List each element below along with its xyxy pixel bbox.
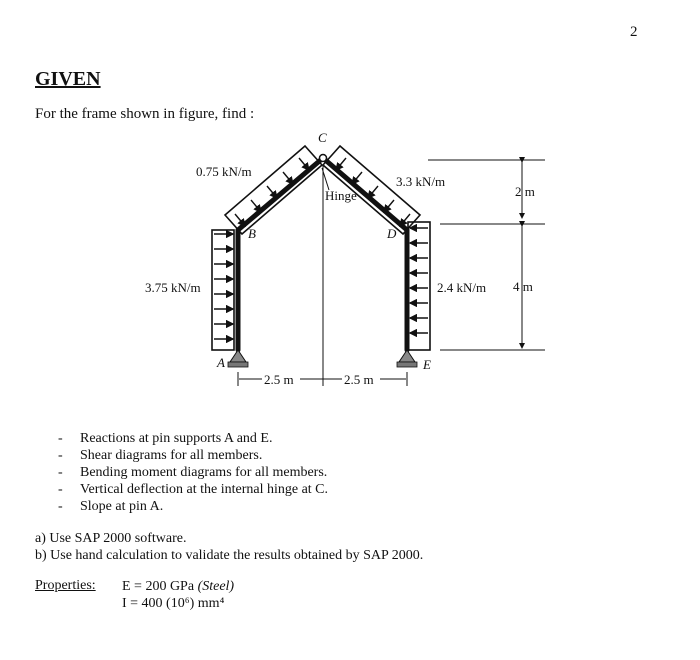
hinge-c [320,155,327,162]
right-column-load [408,222,430,350]
left-roof-load [225,146,322,234]
label-a: A [217,355,225,370]
label-dim-upper: 2 m [515,184,535,199]
properties-values [122,578,234,612]
method-item: b) Use hand calculation to validate the results obtained by SAP 2000. [35,548,424,563]
label-right-column-load: 2.4 kN/m [437,280,487,295]
task-item: - Shear diagrams for all members. [58,448,263,463]
label-dim-right-span: 2.5 m [344,372,374,387]
label-right-roof-load: 3.3 kN/m [396,174,446,189]
label-hinge: Hinge [325,188,357,203]
label-b: B [248,226,256,241]
method-item: a) Use SAP 2000 software. [35,531,187,546]
label-e: E [423,357,431,372]
pin-support-e [397,350,417,367]
task-item: - Reactions at pin supports A and E. [58,431,273,446]
task-item: - Bending moment diagrams for all members. [58,465,328,480]
inertia-line: I = 400 (10⁶) mm⁴ [122,596,225,611]
modulus-line: E = 200 GPa (Steel) [122,579,235,594]
left-column-load [212,230,234,350]
label-dim-lower: 4 m [513,279,533,294]
task-item: - Slope at pin A. [58,499,164,514]
task-item: - Vertical deflection at the internal hinge at C. [58,482,329,497]
intro-text: For the frame shown in figure, find : [35,106,255,122]
label-dim-left-span: 2.5 m [264,372,294,387]
task-list [58,430,329,515]
label-d: D [387,226,397,241]
properties-label: Properties: [35,578,96,593]
method-list [35,530,423,564]
pin-support-a [228,350,248,367]
page-number: 2 [630,24,638,40]
heading-given: GIVEN [35,68,101,90]
label-c: C [318,130,327,145]
label-left-column-load: 3.75 kN/m [145,280,201,295]
label-left-roof-load: 0.75 kN/m [196,164,252,179]
